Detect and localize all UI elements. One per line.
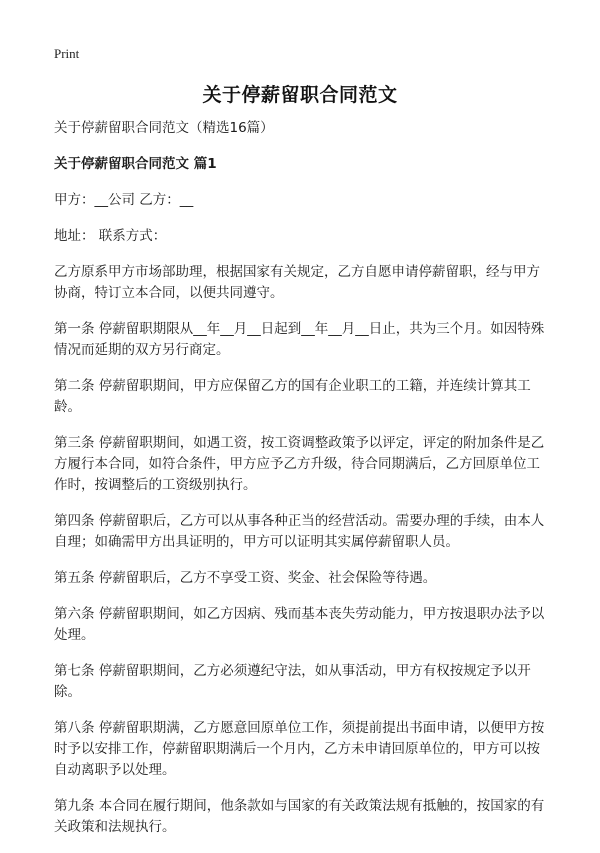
section-heading: 关于停薪留职合同范文 篇1 [54,156,217,172]
clause-9: 第九条 本合同在履行期间，他条款如与国家的有关政策法规有抵触的，按国家的有关政策和法规执行。 [54,798,545,835]
clause-2: 第二条 停薪留职期间，甲方应保留乙方的国有企业职工的工籍，并连续计算其工龄。 [54,378,531,415]
clause-5: 第五条 停薪留职后，乙方不享受工资、奖金、社会保险等待遇。 [54,570,437,586]
clause-7: 第七条 停薪留职期间，乙方必须遵纪守法，如从事活动，甲方有权按规定予以开除。 [54,663,531,700]
clause-1: 第一条 停薪留职期限从__年__月__日起到__年__月__日止，共为三个月。如因特殊情况而延期的双方另行商定。 [54,321,545,358]
document-title: 关于停薪留职合同范文 [202,84,398,106]
document-body [54,118,552,853]
clause-6: 第六条 停薪留职期间，如乙方因病、残而基本丧失劳动能力，甲方按退职办法予以处理。 [54,606,545,643]
print-label: Print [54,46,80,61]
party-line: 甲方：__公司 乙方：__ [54,192,194,208]
clause-3: 第三条 停薪留职期间，如遇工资，按工资调整政策予以评定，评定的附加条件是乙方履行本合同，如符合条件，甲方应予乙方升级，待合同期满后，乙方回原单位工作时，按调整后的工资级别执行。 [54,435,545,493]
document-subtitle: 关于停薪留职合同范文（精选16篇） [54,120,274,136]
clause-4: 第四条 停薪留职后，乙方可以从事各种正当的经营活动。需要办理的手续，由本人自理；如确需甲方出具证明的，甲方可以证明其实属停薪留职人员。 [54,513,545,550]
intro-paragraph: 乙方原系甲方市场部助理，根据国家有关规定，乙方自愿申请停薪留职，经与甲方协商，特订立本合同，以便共同遵守。 [54,264,540,301]
clause-8: 第八条 停薪留职期满，乙方愿意回原单位工作，须提前提出书面申请，以便甲方按时予以安排工作，停薪留职期满后一个月内，乙方未申请回原单位的，甲方可以按自动离职予以处理。 [54,720,545,778]
address-line: 地址： 联系方式： [54,228,167,244]
